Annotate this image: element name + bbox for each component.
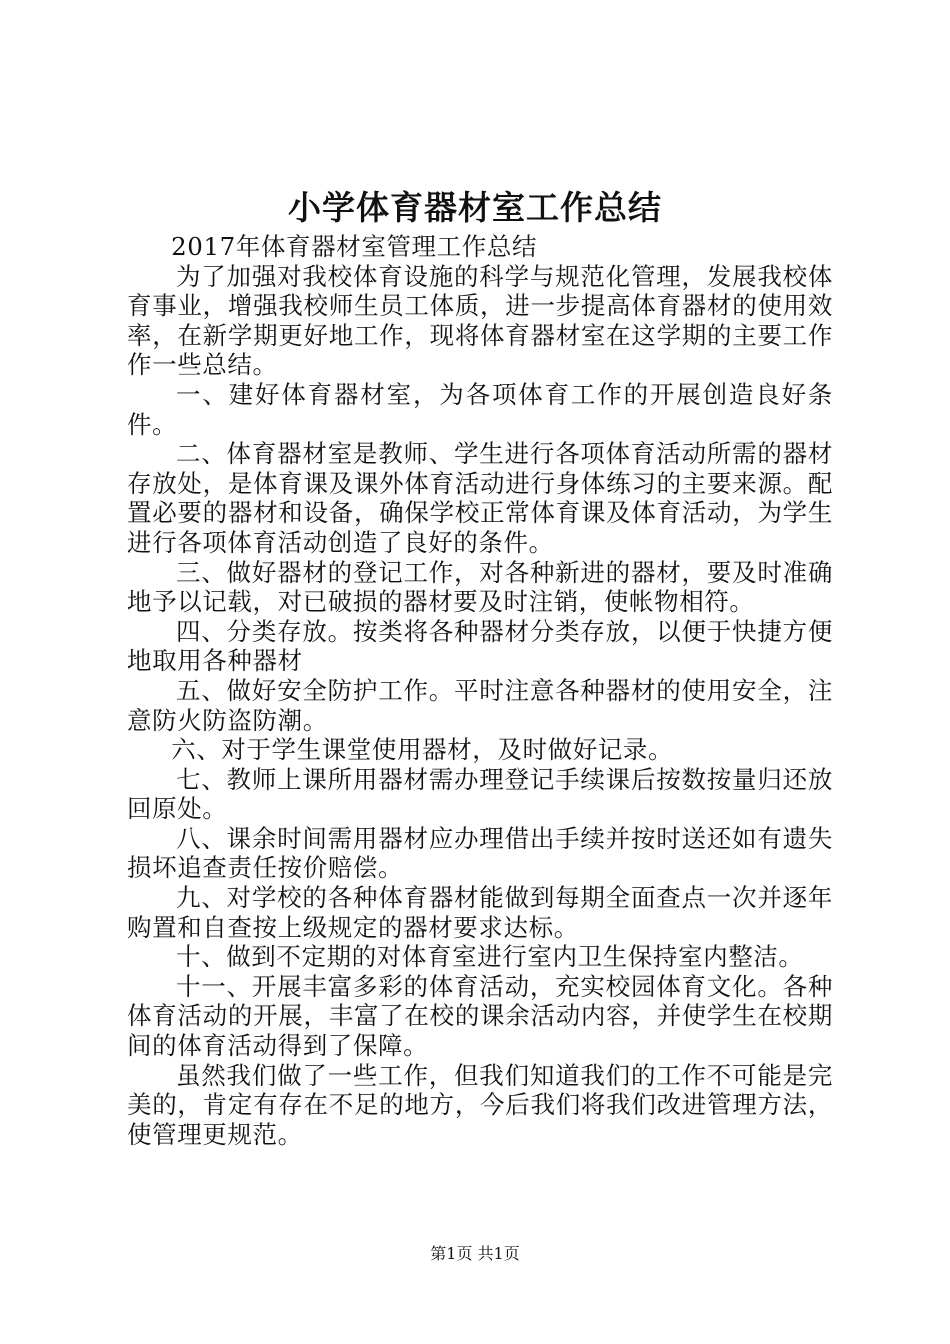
- paragraph-item-8: 八、课余时间需用器材应办理借出手续并按时送还如有遗失损坏追查责任按价赔偿。: [127, 823, 833, 883]
- paragraph-item-1: 一、建好体育器材室，为各项体育工作的开展创造良好条件。: [127, 379, 833, 439]
- paragraph-conclusion: 虽然我们做了一些工作，但我们知道我们的工作不可能是完美的，肯定有存在不足的地方，今后我们将我们改进管理方法，使管理更规范。: [127, 1060, 833, 1149]
- paragraph-item-7: 七、教师上课所用器材需办理登记手续课后按数按量归还放回原处。: [127, 764, 833, 824]
- paragraph-item-5: 五、做好安全防护工作。平时注意各种器材的使用安全，注意防火防盗防潮。: [127, 675, 833, 735]
- document-title: 小学体育器材室工作总结: [288, 188, 662, 227]
- page-footer: 第1页 共1页: [430, 1244, 520, 1263]
- paragraph-item-9: 九、对学校的各种体育器材能做到每期全面查点一次并逐年购置和自查按上级规定的器材要求达标。: [127, 883, 833, 942]
- paragraph-item-6: 六、对于学生课堂使用器材，及时做好记录。: [171, 735, 674, 765]
- paragraph-item-3: 三、做好器材的登记工作，对各种新进的器材，要及时准确地予以记载，对已破损的器材要及时注销，使帐物相符。: [127, 557, 833, 617]
- paragraph-item-10: 十、做到不定期的对体育室进行室内卫生保持室内整洁。: [176, 942, 804, 972]
- paragraph-item-2: 二、体育器材室是教师、学生进行各项体育活动所需的器材存放处，是体育课及课外体育活动进行身体练习的主要来源。配置必要的器材和设备，确保学校正常体育课及体育活动，为学生进行各项体育活动创造了良好的条件。: [127, 439, 833, 557]
- document-subtitle: 2017年体育器材室管理工作总结: [171, 232, 538, 261]
- paragraph-item-4: 四、分类存放。按类将各种器材分类存放，以便于快捷方便地取用各种器材: [127, 616, 833, 676]
- document-body: [127, 232, 833, 1149]
- paragraph-intro: 为了加强对我校体育设施的科学与规范化管理，发展我校体育事业，增强我校师生员工体质，进一步提高体育器材的使用效率，在新学期更好地工作，现将体育器材室在这学期的主要工作作一些总结。: [127, 261, 833, 380]
- paragraph-item-11: 十一、开展丰富多彩的体育活动，充实校园体育文化。各种体育活动的开展，丰富了在校的课余活动内容，并使学生在校期间的体育活动得到了保障。: [127, 971, 833, 1061]
